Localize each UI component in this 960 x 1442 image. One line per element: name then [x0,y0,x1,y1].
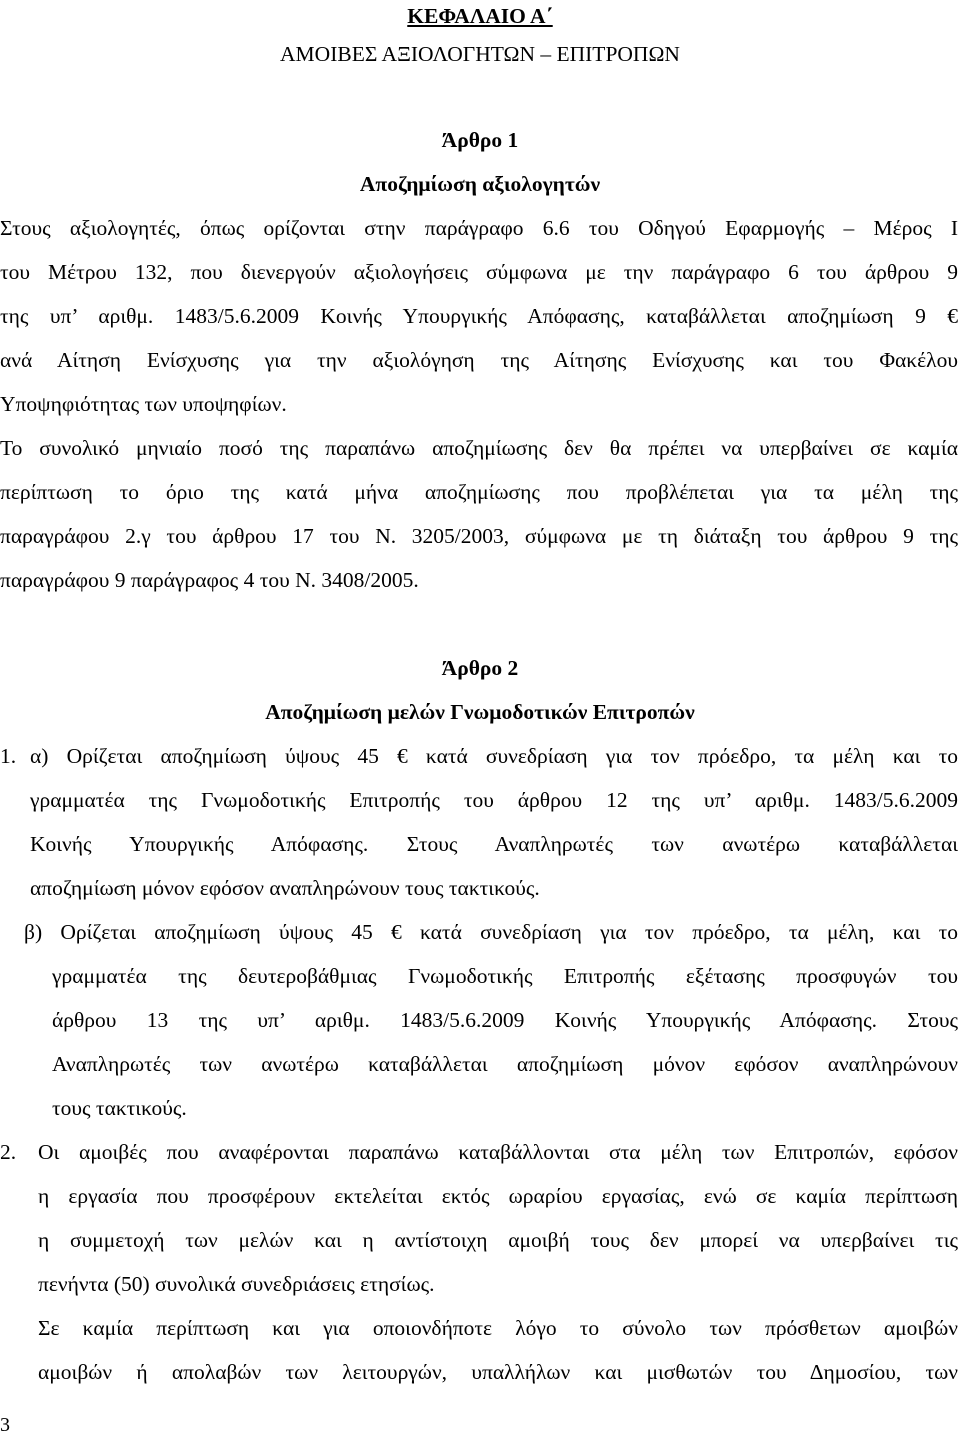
item-1b-line: β) Ορίζεται αποζημίωση ύψους 45 € κατά συνεδρίαση για τον πρόεδρο, τα μέλη, και το [24,920,958,944]
article-1-line: Στους αξιολογητές, όπως ορίζονται στην παράγραφο 6.6 του Οδηγού Εφαρμογής – Μέρος Ι [0,216,958,240]
page-number: 3 [0,1414,10,1436]
item-1a-line: αποζημίωση μόνον εφόσον αναπληρώνουν τους τακτικούς. [30,876,540,900]
chapter-title: ΑΜΟΙΒΕΣ ΑΞΙΟΛΟΓΗΤΩΝ – ΕΠΙΤΡΟΠΩΝ [280,42,680,66]
article-2-number: Άρθρο 2 [441,656,519,680]
item-2-line: πενήντα (50) συνολικά συνεδριάσεις ετησίως. [38,1272,435,1296]
item-2-line: αμοιβών ή απολαβών των λειτουργών, υπαλλήλων και μισθωτών του Δημοσίου, των [38,1360,958,1384]
article-1-line: ανά Αίτηση Ενίσχυσης για την αξιολόγηση της Αίτησης Ενίσχυσης και του Φακέλου [0,348,958,372]
article-1-line: Το συνολικό μηνιαίο ποσό της παραπάνω αποζημίωσης δεν θα πρέπει να υπερβαίνει σε καμία [0,436,958,460]
article-1-line: της υπ’ αριθμ. 1483/5.6.2009 Κοινής Υπουργικής Απόφασης, καταβάλλεται αποζημίωση 9 € [0,304,958,328]
item-2-line: η συμμετοχή των μελών και η αντίστοιχη αμοιβή τους δεν μπορεί να υπερβαίνει τις [38,1228,958,1252]
item-2-marker: 2. [0,1140,17,1164]
item-1-marker: 1. [0,744,17,768]
article-1-number: Άρθρο 1 [441,128,519,152]
item-1b-line: άρθρου 13 της υπ’ αριθμ. 1483/5.6.2009 Κοινής Υπουργικής Απόφασης. Στους [52,1008,958,1032]
article-2-title: Αποζημίωση μελών Γνωμοδοτικών Επιτροπών [265,700,695,724]
article-1-line: Υποψηφιότητας των υποψηφίων. [0,392,287,416]
item-2-line: Σε καμία περίπτωση και για οποιονδήποτε λόγο το σύνολο των πρόσθετων αμοιβών [38,1316,958,1340]
article-1-line: παραγράφου 9 παράγραφος 4 του Ν. 3408/2005. [0,568,419,592]
item-1b-line: γραμματέα της δευτεροβάθμιας Γνωμοδοτικής Επιτροπής εξέτασης προσφυγών του [52,964,958,988]
article-1-line: παραγράφου 2.γ του άρθρου 17 του Ν. 3205/2003, σύμφωνα με τη διάταξη του άρθρου 9 της [0,524,958,548]
item-2-line: Οι αμοιβές που αναφέρονται παραπάνω καταβάλλονται στα μέλη των Επιτροπών, εφόσον [38,1140,958,1164]
item-1a-line: Κοινής Υπουργικής Απόφασης. Στους Αναπληρωτές των ανωτέρω καταβάλλεται [30,832,958,856]
article-1-line: περίπτωση το όριο της κατά μήνα αποζημίωσης που προβλέπεται για τα μέλη της [0,480,958,504]
item-1b-line: Αναπληρωτές των ανωτέρω καταβάλλεται αποζημίωση μόνον εφόσον αναπληρώνουν [52,1052,958,1076]
item-1a-line: γραμματέα της Γνωμοδοτικής Επιτροπής του άρθρου 12 της υπ’ αριθμ. 1483/5.6.2009 [30,788,958,812]
article-1-line: του Μέτρου 132, που διενεργούν αξιολογήσεις σύμφωνα με την παράγραφο 6 του άρθρου 9 [0,260,958,284]
item-1b-line: τους τακτικούς. [52,1096,187,1120]
chapter-heading: ΚΕΦΑΛΑΙΟ Α΄ [407,4,553,28]
item-1a-line: α) Ορίζεται αποζημίωση ύψους 45 € κατά συνεδρίαση για τον πρόεδρο, τα μέλη και το [30,744,958,768]
item-2-line: η εργασία που προσφέρουν εκτελείται εκτός ωραρίου εργασίας, ενώ σε καμία περίπτωση [38,1184,958,1208]
article-1-title: Αποζημίωση αξιολογητών [359,172,601,196]
